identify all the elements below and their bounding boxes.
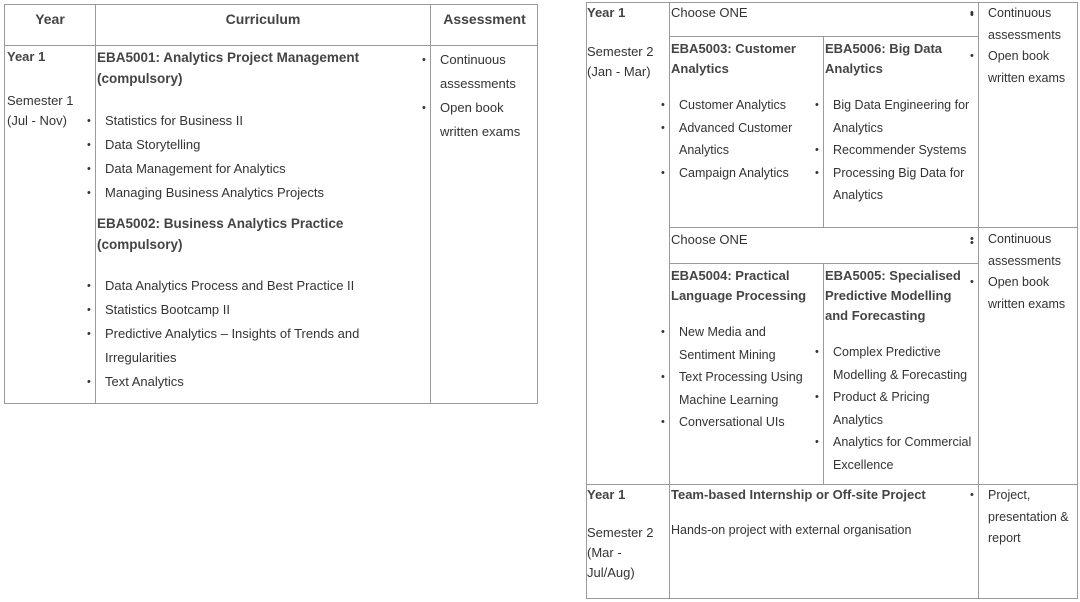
semester2-table [586,2,1078,599]
list-item: • Continuous assessments [988,229,1078,272]
list-item: • Big Data Engineering for Analytics [833,94,979,139]
assessment-list [988,229,1078,315]
list-item: • Continuous assessments [440,48,536,96]
period-label: (Mar - Jul/Aug) [587,545,635,580]
period-label: (Jan - Mar) [587,64,651,79]
list-item: • Advanced Customer Analytics [679,117,821,162]
list-item: • Customer Analytics [679,94,821,117]
row-divider [669,36,978,37]
period-label: (Jul - Nov) [7,113,67,128]
course-title-eba5006: EBA5006: Big Data Analytics [825,41,943,76]
list-item: • Open book written exams [440,96,536,144]
list-item: • Text Processing Using Machine Learning [679,366,819,411]
choose-one-label: Choose ONE [671,232,748,247]
list-item: • Complex Predictive Modelling & Forecasting [833,341,979,386]
course-eba5002-topics [105,274,415,394]
header-year: Year [35,11,65,27]
assessment-list [988,3,1078,89]
choose-one-label: Choose ONE [671,5,748,20]
list-item: • Recommender Systems [833,139,979,162]
year-label: Year 1 [7,49,46,64]
list-item: • Open book written exams [988,272,1078,315]
course-title-eba5003: EBA5003: Customer Analytics [671,41,796,76]
internship-description: Hands-on project with external organisation [671,523,912,537]
bullet-icon: • [970,9,974,21]
list-item: • Processing Big Data for Analytics [833,162,979,207]
semester-label: Semester 1 [7,93,74,108]
list-item: • New Media and Sentiment Mining [679,321,819,366]
course-eba5001-topics [105,109,324,205]
year-label: Year 1 [587,5,626,20]
list-item: • Open book written exams [988,46,1078,89]
assessment-list [988,485,1078,550]
semester1-table [4,4,538,404]
list-item: • Continuous assessments [988,3,1078,46]
course-eba5006-topics [833,94,979,207]
column-divider [978,3,979,598]
row-divider [669,227,1077,228]
course-eba5005-topics [833,341,979,476]
row-divider [669,263,978,264]
list-item: • Data Storytelling [105,133,324,157]
list-item: • Data Analytics Process and Best Practice II [105,274,415,298]
list-item: • Text Analytics [105,370,415,394]
header-assessment: Assessment [443,11,526,27]
course-eba5004-topics [679,321,819,434]
option-divider [823,36,824,227]
bullet-icon: • [970,237,974,249]
course-title-eba5002: EBA5002: Business Analytics Practice (compulsory) [97,216,344,252]
list-item: • Product & Pricing Analytics [833,386,979,431]
list-item: • Analytics for Commercial Excellence [833,431,979,476]
course-eba5003-topics [679,94,821,184]
list-item: • Data Management for Analytics [105,157,324,181]
list-item: • Campaign Analytics [679,162,821,185]
column-divider [430,5,431,403]
column-divider [95,5,96,403]
column-divider [669,3,670,598]
year-label: Year 1 [587,487,626,502]
list-item: • Predictive Analytics – Insights of Trends and Irregularities [105,322,415,370]
list-item: • Conversational UIs [679,411,819,434]
list-item: • Project, presentation & report [988,485,1078,550]
course-title-eba5001: EBA5001: Analytics Project Management (compulsory) [97,50,360,86]
semester-label: Semester 2 [587,44,654,59]
assessment-list [440,48,536,144]
option-divider [823,263,824,484]
list-item: • Statistics for Business II [105,109,324,133]
internship-title: Team-based Internship or Off-site Project [671,487,926,502]
list-item: • Statistics Bootcamp II [105,298,415,322]
course-title-eba5004: EBA5004: Practical Language Processing [671,268,807,303]
header-curriculum: Curriculum [225,11,301,27]
course-title-eba5005: EBA5005: Specialised Predictive Modelling and Forecasting [825,268,961,323]
list-item: • Managing Business Analytics Projects [105,181,324,205]
header-divider [5,45,537,46]
semester-label: Semester 2 [587,525,654,540]
